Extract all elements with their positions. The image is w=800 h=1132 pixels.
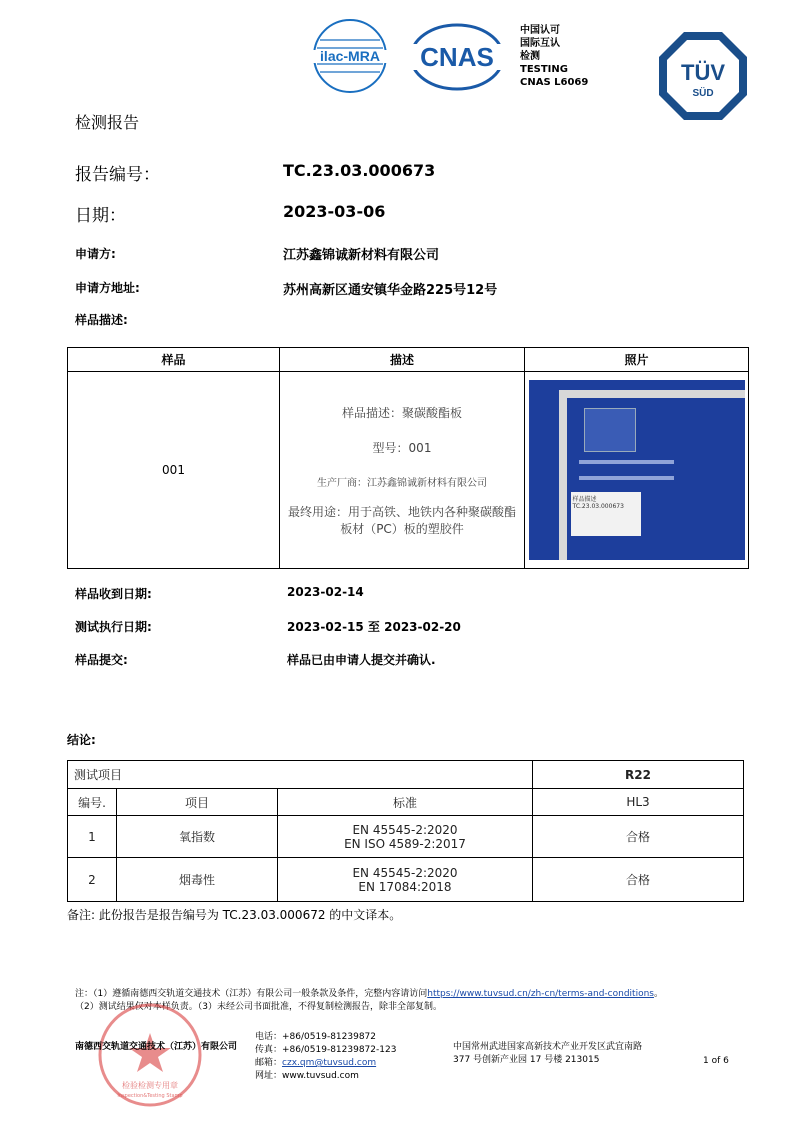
row-standards bbox=[278, 858, 533, 902]
received-date-value: 2023-02-14 bbox=[287, 585, 364, 599]
svg-text:TÜV: TÜV bbox=[681, 60, 725, 85]
address-value: 苏州高新区通安镇华金路225号12号 bbox=[283, 283, 498, 298]
email-link[interactable]: czx.qm@tuvsud.com bbox=[282, 1058, 377, 1068]
ruler-vertical bbox=[559, 390, 567, 560]
desc-line-manufacturer: 生产厂商：江苏鑫锦诚新材料有限公司 bbox=[317, 477, 487, 489]
note-2: （2）测试结果仅对本样负责。（3）未经公司书面批准，不得复制检测报告，除非全部复制。 bbox=[75, 1002, 442, 1012]
row-number: 1 bbox=[68, 816, 117, 858]
standard-line: EN 45545-2:2020 bbox=[352, 865, 458, 880]
remark: 备注: 此份报告是报告编号为 TC.23.03.000672 的中文译本。 bbox=[67, 908, 402, 922]
date-value: 2023-03-06 bbox=[283, 202, 386, 221]
row-result: 合格 bbox=[533, 858, 744, 902]
footer-contacts bbox=[255, 1031, 445, 1083]
sample-header: 样品 bbox=[68, 348, 280, 372]
applicant-value: 江苏鑫锦诚新材料有限公司 bbox=[283, 248, 440, 263]
received-date-label: 样品收到日期: bbox=[75, 587, 152, 601]
table-row bbox=[68, 858, 744, 902]
phone-label: 电话： bbox=[255, 1032, 283, 1042]
phone-value: +86/0519-81239872 bbox=[282, 1032, 377, 1042]
sample-table bbox=[67, 347, 749, 569]
tuv-sud-logo bbox=[657, 30, 749, 122]
email-label: 邮箱： bbox=[255, 1058, 283, 1068]
report-number-label: 报告编号： bbox=[75, 165, 160, 185]
desc-line-material: 样品描述：聚碳酸酯板 bbox=[341, 405, 462, 420]
ruler-horizontal bbox=[559, 390, 745, 398]
cnas-logo bbox=[407, 22, 507, 92]
col-item-header: 项目 bbox=[117, 789, 278, 816]
standard-line: EN 17084:2018 bbox=[358, 879, 452, 894]
svg-text:检验检测专用章: 检验检测专用章 bbox=[122, 1081, 178, 1090]
photo-header: 照片 bbox=[525, 348, 749, 372]
sample-plate bbox=[584, 408, 636, 452]
sample-description-label: 样品描述: bbox=[75, 313, 128, 327]
svg-text:ilac-MRA: ilac-MRA bbox=[320, 48, 380, 64]
col-hazard-level-header: HL3 bbox=[533, 789, 744, 816]
sample-strip-2 bbox=[579, 476, 674, 480]
col-standard-header: 标准 bbox=[278, 789, 533, 816]
row-number: 2 bbox=[68, 858, 117, 902]
date-label: 日期： bbox=[75, 206, 126, 226]
page-number: 1 of 6 bbox=[703, 1056, 729, 1066]
standard-line: EN ISO 4589-2:2017 bbox=[344, 836, 466, 851]
footer-company: 南德西交轨道交通技术（江苏）有限公司 bbox=[75, 1042, 238, 1052]
ilac-mra-logo bbox=[305, 18, 395, 96]
row-result: 合格 bbox=[533, 816, 744, 858]
row-item: 烟毒性 bbox=[117, 858, 278, 902]
svg-text:SÜD: SÜD bbox=[692, 88, 714, 99]
test-period-label: 测试执行日期: bbox=[75, 620, 152, 634]
note-1-end: 。 bbox=[653, 989, 663, 999]
requirement-value: R22 bbox=[533, 761, 744, 789]
website-value: www.tuvsud.com bbox=[282, 1071, 359, 1081]
test-item-label: 测试项目 bbox=[68, 761, 533, 789]
terms-link[interactable]: https://www.tuvsud.cn/zh-cn/terms-and-conditions bbox=[427, 989, 654, 999]
applicant-label: 申请方: bbox=[75, 247, 116, 261]
row-standards bbox=[278, 816, 533, 858]
desc-line-model: 型号：001 bbox=[372, 440, 432, 455]
fax-value: +86/0519-81239872-123 bbox=[282, 1045, 397, 1055]
sample-description-cell bbox=[280, 372, 525, 569]
sample-strip-1 bbox=[579, 460, 674, 464]
standard-line: EN 45545-2:2020 bbox=[352, 822, 458, 837]
company-stamp bbox=[95, 1000, 205, 1110]
sample-photo bbox=[529, 380, 745, 560]
submission-label: 样品提交: bbox=[75, 653, 128, 667]
address-line-2: 377 号创新产业园 17 号楼 213015 bbox=[453, 1055, 600, 1065]
svg-text:Inspection&Testing Stamp: Inspection&Testing Stamp bbox=[117, 1093, 183, 1099]
desc-line-end-use: 最终用途：用于高铁、地铁内各种聚碳酸酯板材（PC）板的塑胶件 bbox=[287, 504, 516, 536]
description-header: 描述 bbox=[280, 348, 525, 372]
photo-label-card: 样品描述 TC.23.03.000673 bbox=[571, 492, 641, 536]
submission-value: 样品已由申请人提交并确认. bbox=[287, 653, 436, 667]
document-title: 检测报告 bbox=[75, 113, 140, 132]
test-period-value: 2023-02-15 至 2023-02-20 bbox=[287, 620, 461, 634]
col-no-header: 编号. bbox=[68, 789, 117, 816]
note-1: 注：（1）遵循南德西交轨道交通技术（江苏）有限公司一般条款及条件，完整内容请访问 bbox=[75, 989, 428, 999]
row-item: 氧指数 bbox=[117, 816, 278, 858]
sample-photo-cell bbox=[525, 372, 749, 569]
cnas-accreditation-text: 中国认可 国际互认 检测 TESTING CNAS L6069 bbox=[520, 25, 589, 88]
result-table bbox=[67, 760, 744, 902]
table-row bbox=[68, 816, 744, 858]
report-number-value: TC.23.03.000673 bbox=[283, 161, 436, 180]
address-label: 申请方地址: bbox=[75, 281, 140, 295]
footer-address bbox=[453, 1041, 693, 1067]
conclusion-label: 结论: bbox=[67, 733, 96, 747]
sample-id: 001 bbox=[68, 372, 280, 569]
svg-text:CNAS: CNAS bbox=[420, 42, 494, 72]
website-label: 网址： bbox=[255, 1071, 283, 1081]
address-line-1: 中国常州武进国家高新技术产业开发区武宜南路 bbox=[453, 1042, 643, 1052]
fax-label: 传真： bbox=[255, 1045, 283, 1055]
